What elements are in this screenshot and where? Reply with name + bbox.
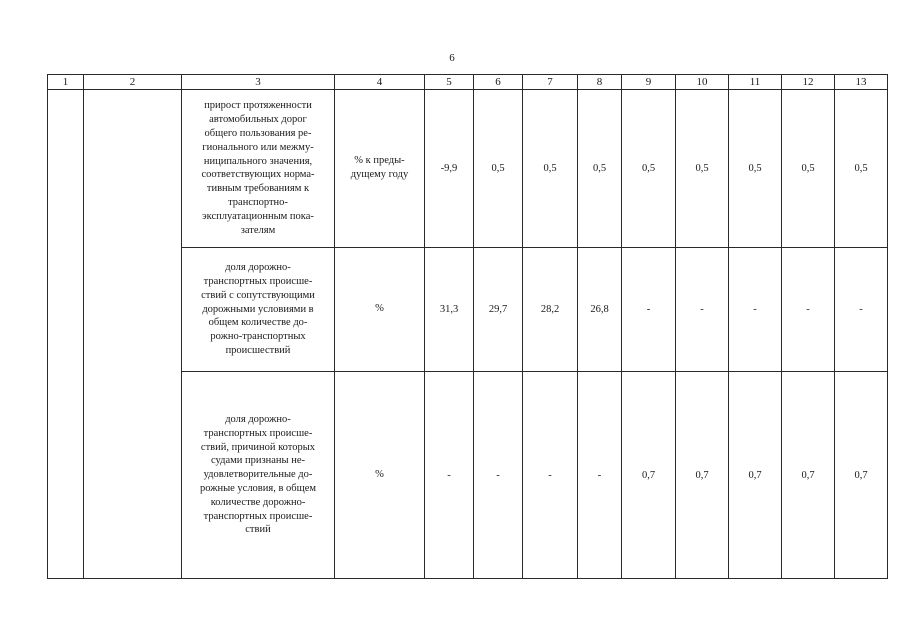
- column-header: 11: [729, 75, 782, 90]
- indicator-table: [47, 74, 888, 579]
- value-cell: -: [676, 247, 729, 371]
- indicator-name-line: транспортных происше-: [203, 427, 313, 439]
- value-cell: 0,5: [474, 90, 523, 248]
- indicator-name-line: общем количестве до-: [208, 317, 308, 329]
- indicator-name-line: доля дорожно-: [225, 262, 291, 274]
- column-header: 4: [335, 75, 425, 90]
- value-cell: -: [474, 372, 523, 579]
- column-header: 8: [578, 75, 622, 90]
- value-cell: -: [835, 247, 888, 371]
- indicator-name-line: ствий: [245, 524, 271, 536]
- indicator-name-cell: [182, 372, 335, 579]
- column-header: 12: [782, 75, 835, 90]
- value-cell: 28,2: [523, 247, 578, 371]
- column-header: 7: [523, 75, 578, 90]
- value-cell: 26,8: [578, 247, 622, 371]
- value-cell: -: [622, 247, 676, 371]
- column-header: 3: [182, 75, 335, 90]
- indicator-name-line: ниципального значения,: [203, 155, 313, 167]
- indicator-name-line: количестве дорожно-: [210, 496, 306, 508]
- page-number: 6: [449, 52, 455, 64]
- column-header: 10: [676, 75, 729, 90]
- indicator-name-line: автомобильных дорог: [209, 114, 307, 126]
- column-header: 13: [835, 75, 888, 90]
- column-header: 1: [48, 75, 84, 90]
- value-cell: 0,5: [622, 90, 676, 248]
- table-header-row: [48, 75, 888, 90]
- indicator-name-line: зателям: [240, 224, 276, 236]
- value-cell: -9,9: [425, 90, 474, 248]
- column-header: 2: [84, 75, 182, 90]
- value-cell: 0,5: [523, 90, 578, 248]
- indicator-name-line: тивным требованиям к: [206, 183, 310, 195]
- value-cell: -: [782, 247, 835, 371]
- indicator-name-line: дорожными условиями в: [202, 303, 314, 315]
- indicator-name-cell: [182, 247, 335, 371]
- unit-line: дущему году: [350, 169, 409, 181]
- unit-cell: [335, 372, 425, 579]
- value-cell: -: [425, 372, 474, 579]
- indicator-name-line: происшествий: [225, 344, 291, 356]
- value-cell: 0,5: [782, 90, 835, 248]
- value-cell: 0,5: [578, 90, 622, 248]
- column-header: 5: [425, 75, 474, 90]
- indicator-name-line: рожные условия, в общем: [199, 482, 317, 494]
- value-cell: 0,7: [729, 372, 782, 579]
- col2-merged-cell: [84, 90, 182, 579]
- indicator-name-line: ствий с сопутствующими: [201, 289, 315, 301]
- column-header: 9: [622, 75, 676, 90]
- indicator-name-line: соответствующих норма-: [201, 169, 315, 181]
- indicator-name-line: удовлетворительные до-: [203, 469, 313, 481]
- indicator-name-line: прирост протяженности: [204, 100, 312, 112]
- value-cell: -: [523, 372, 578, 579]
- indicator-name-line: судами признаны не-: [211, 455, 305, 467]
- indicator-name-line: эксплуатационным пока-: [202, 210, 314, 222]
- value-cell: -: [729, 247, 782, 371]
- value-cell: -: [578, 372, 622, 579]
- indicator-name-line: ствий, причиной которых: [200, 441, 316, 453]
- indicator-name-line: рожно-транспортных: [210, 331, 306, 343]
- indicator-name-line: транспортных происше-: [203, 275, 313, 287]
- indicator-name-line: транспортно-: [228, 196, 288, 208]
- table-row: [48, 90, 888, 248]
- unit-cell: [335, 90, 425, 248]
- col1-merged-cell: [48, 90, 84, 579]
- value-cell: 0,5: [835, 90, 888, 248]
- indicator-name-line: доля дорожно-: [225, 413, 291, 425]
- value-cell: 29,7: [474, 247, 523, 371]
- value-cell: 0,7: [782, 372, 835, 579]
- unit-cell: [335, 247, 425, 371]
- unit-line: %: [375, 303, 384, 315]
- indicator-name-cell: [182, 90, 335, 248]
- unit-line: % к преды-: [354, 155, 405, 167]
- indicator-name-line: общего пользования ре-: [204, 127, 312, 139]
- value-cell: 0,5: [676, 90, 729, 248]
- unit-line: %: [375, 469, 384, 481]
- value-cell: 0,7: [835, 372, 888, 579]
- value-cell: 0,7: [622, 372, 676, 579]
- value-cell: 0,7: [676, 372, 729, 579]
- value-cell: 0,5: [729, 90, 782, 248]
- indicator-name-line: гионального или межму-: [202, 141, 314, 153]
- column-header: 6: [474, 75, 523, 90]
- value-cell: 31,3: [425, 247, 474, 371]
- indicator-name-line: транспортных происше-: [203, 510, 313, 522]
